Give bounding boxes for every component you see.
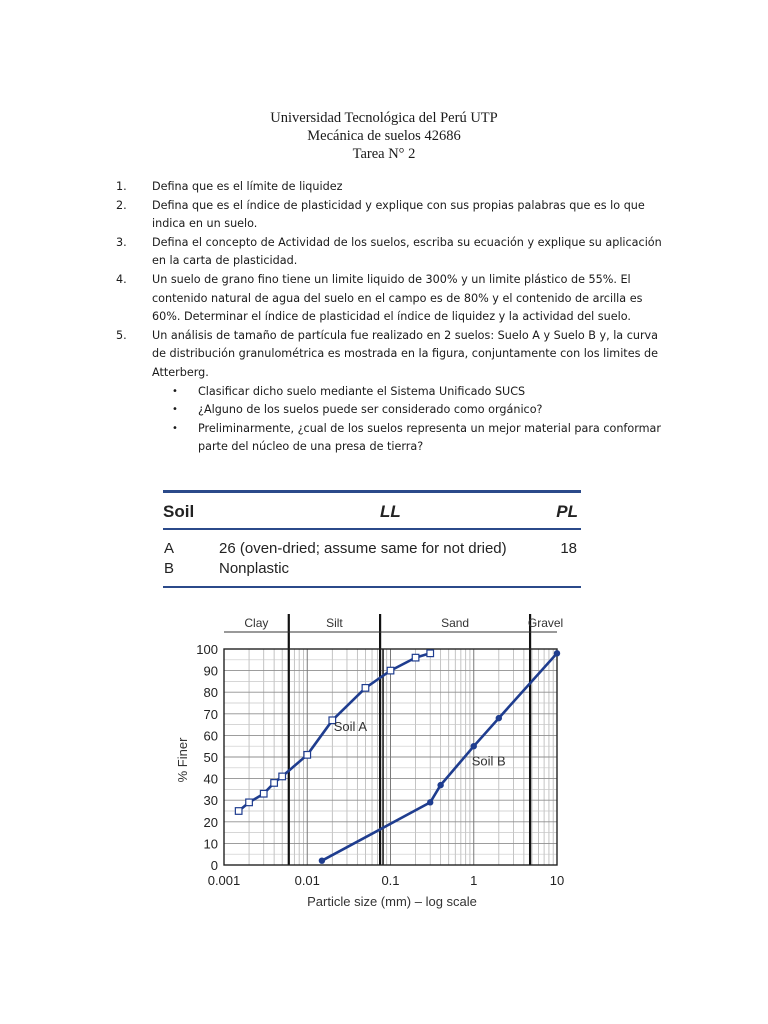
header-soil: Soil: [163, 502, 195, 521]
data-point: [437, 782, 443, 788]
data-point: [235, 808, 242, 815]
zone-label: Sand: [441, 616, 470, 630]
sub-item: [172, 383, 664, 402]
row-b-ll: Nonplastic: [219, 560, 290, 577]
row-a-pl: 18: [560, 540, 577, 557]
sub-item-text: Preliminarmente, ¿cual de los suelos representa un mejor material para conformar parte del núcleo de una presa de tierra?: [198, 421, 661, 454]
bullet-icon: •: [172, 422, 178, 434]
question-text: Defina el concepto de Actividad de los suelos, escriba su ecuación y explique su aplicación en la carta de plasticidad.: [152, 235, 662, 268]
y-tick-label: 90: [203, 663, 218, 679]
data-point: [412, 654, 419, 661]
y-tick-label: 50: [203, 750, 218, 765]
zone-label: Clay: [244, 616, 269, 630]
row-a-ll: 26 (oven-dried; assume same for not dried): [219, 540, 507, 557]
particle-size-chart: [170, 612, 600, 912]
question-number: 1.: [116, 180, 127, 193]
row-b-soil: B: [164, 560, 175, 577]
data-point: [427, 799, 433, 805]
zone-label: Silt: [326, 616, 343, 630]
data-point: [319, 857, 325, 863]
sub-item-text: ¿Alguno de los suelos puede ser considerado como orgánico?: [198, 403, 543, 417]
question-item: [116, 271, 664, 327]
y-tick-label: 60: [203, 728, 218, 744]
data-point: [471, 743, 477, 749]
x-tick-label: 10: [549, 873, 565, 888]
document-header: [0, 109, 768, 163]
question-item: [116, 178, 664, 197]
sub-item-text: Clasificar dicho suelo mediante el Sistema Unificado SUCS: [198, 384, 526, 398]
x-tick-label: 0.001: [207, 873, 241, 888]
x-tick-label: 1: [470, 873, 478, 888]
y-tick-label: 20: [203, 814, 218, 830]
data-point: [271, 780, 278, 787]
question-number: 5.: [116, 328, 127, 342]
question-item: [116, 327, 664, 383]
y-tick-label: 80: [203, 685, 218, 701]
y-tick-label: 40: [203, 771, 218, 787]
table-bottom-rule: [163, 586, 581, 588]
table-header-rule: [163, 528, 581, 530]
chart-soil-zones: [224, 614, 563, 865]
header-pl: PL: [556, 502, 578, 521]
question-text: Un suelo de grano fino tiene un limite liquido de 300% y un limite plástico de 55%. El contenido natural de agua del suelo en el campo es de 80% y el contenido de arcilla es 60%. Determinar el índice de plasticidad el índice de liquidez y la actividad del suelo.: [152, 272, 643, 324]
question-item: [116, 234, 664, 271]
data-point: [554, 650, 560, 656]
data-point: [496, 715, 502, 721]
question-text: Defina que es el índice de plasticidad y explique con sus propias palabras que es lo que indica en un suelo.: [152, 198, 645, 231]
x-tick-label: 0.1: [381, 873, 400, 888]
data-point: [387, 667, 394, 674]
y-tick-label: 10: [203, 836, 218, 852]
header-ll: LL: [380, 502, 401, 521]
bullet-icon: •: [172, 385, 178, 397]
y-axis-label: % Finer: [175, 737, 190, 783]
y-tick-label: 30: [203, 793, 218, 809]
zone-label: Gravel: [527, 616, 564, 630]
y-tick-label: 0: [210, 858, 218, 873]
question-number: 2.: [116, 198, 127, 212]
university-title: Universidad Tecnológica del Perú UTP: [270, 110, 498, 126]
x-tick-label: 0.01: [294, 873, 320, 888]
data-point: [304, 752, 311, 759]
data-point: [427, 650, 434, 657]
atterberg-table: [163, 490, 581, 590]
row-a-soil: A: [164, 540, 175, 557]
sub-item: [172, 401, 664, 420]
course-title: Mecánica de suelos 42686: [307, 128, 461, 144]
question-number: 3.: [116, 235, 127, 249]
question-text: Defina que es el límite de liquidez: [152, 180, 343, 193]
series-label: Soil B: [471, 753, 506, 769]
sub-item: [172, 420, 664, 457]
y-tick-label: 100: [196, 642, 218, 657]
data-point: [260, 790, 267, 797]
question-item: [116, 197, 664, 234]
bullet-icon: •: [172, 404, 178, 416]
x-axis-label: Particle size (mm) – log scale: [307, 894, 477, 909]
series-label: Soil A: [333, 718, 368, 734]
question-text: Un análisis de tamaño de partícula fue realizado en 2 suelos: Suelo A y Suelo B y, la curva de distribución granulométrica es mostrada en la figura, conjuntamente con los limites de Atterberg.: [152, 328, 659, 379]
data-point: [246, 799, 253, 806]
assignment-title: Tarea N° 2: [352, 146, 416, 162]
data-point: [362, 685, 369, 692]
data-point: [279, 773, 286, 780]
table-top-rule: [163, 490, 581, 493]
question-list: [116, 178, 664, 457]
question-number: 4.: [116, 272, 127, 286]
y-tick-label: 70: [203, 706, 218, 722]
